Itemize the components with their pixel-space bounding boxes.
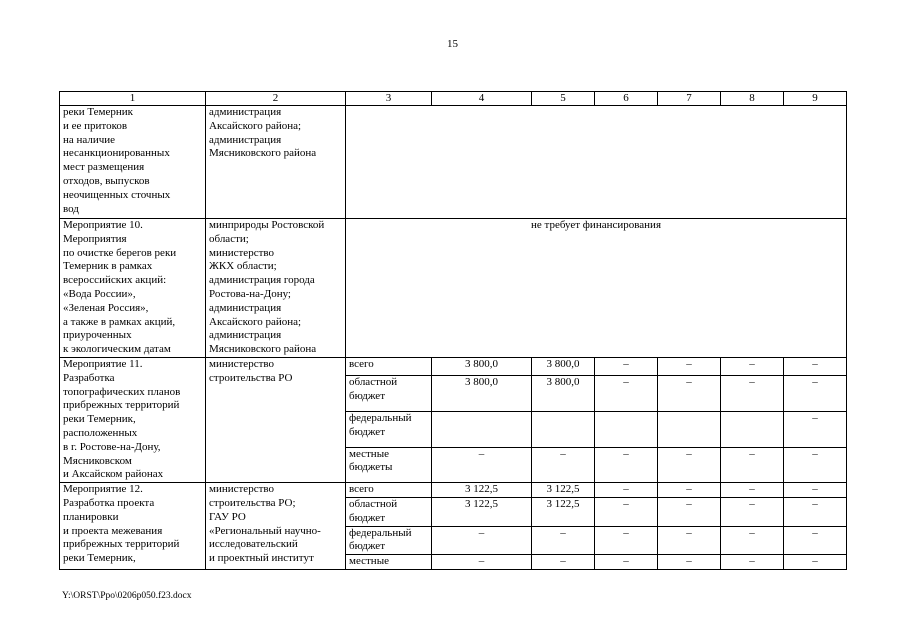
amount-cell: – — [784, 376, 847, 412]
cell-line: федеральный — [349, 411, 412, 424]
budget-source-cell — [346, 447, 432, 483]
header-cell: 7 — [658, 92, 721, 106]
header-row — [60, 92, 847, 106]
page-number: 15 — [447, 38, 458, 50]
cell-line: ГАУ РО — [209, 510, 246, 523]
amount-cell: 3 800,0 — [432, 376, 532, 412]
cell-line: Аксайского района; — [209, 119, 302, 132]
cell-line: и Аксайском районах — [63, 468, 164, 481]
header-cell: 9 — [784, 92, 847, 106]
budget-source-cell — [346, 483, 432, 498]
amount-cell: – — [658, 555, 721, 570]
cell-line: минприроды Ростовской — [209, 219, 325, 231]
cell-line: строительства РО; — [209, 496, 296, 509]
amount-cell: – — [532, 447, 595, 483]
amount-cell: – — [721, 357, 784, 375]
cell-line: области; — [209, 232, 249, 245]
amount-cell: – — [595, 555, 658, 570]
budget-source-cell — [346, 357, 432, 375]
program-table — [59, 91, 847, 570]
cell-line: министерство — [209, 357, 275, 370]
measure-name-cell — [60, 106, 206, 219]
cell-line: Разработка проекта — [63, 496, 155, 509]
cell-line: и проектный институт — [209, 552, 314, 565]
cell-line: администрация города — [209, 274, 315, 287]
cell-line: в г. Ростове-на-Дону, — [63, 440, 161, 453]
cell-line: «Зеленая Россия», — [63, 301, 149, 314]
cell-line: Мясниковского района — [209, 343, 317, 356]
amount-cell: – — [432, 447, 532, 483]
measure-name-cell — [60, 483, 206, 570]
amount-cell: – — [784, 357, 847, 375]
file-path: Y:\ORST\Ppo\0206p050.f23.docx — [62, 591, 192, 601]
amount-cell: – — [658, 483, 721, 498]
amount-cell: 3 800,0 — [532, 357, 595, 375]
header-cell: 1 — [60, 92, 206, 106]
cell-line: Темерник в рамках — [63, 260, 153, 273]
cell-line: Мероприятия — [63, 232, 127, 245]
amount-cell: 3 122,5 — [432, 497, 532, 526]
amount-cell: – — [432, 555, 532, 570]
cell-line: бюджеты — [349, 461, 393, 474]
cell-line: Мероприятие 11. — [63, 357, 143, 370]
cell-line: федеральный — [349, 526, 412, 539]
amount-cell: – — [532, 526, 595, 555]
amount-cell: – — [658, 497, 721, 526]
amount-cell: – — [784, 497, 847, 526]
budget-source-cell — [346, 555, 432, 570]
cell-line: неочищенных сточных — [63, 188, 171, 201]
header-cell: 4 — [432, 92, 532, 106]
cell-line: Разработка — [63, 371, 115, 384]
amount-cell: 3 122,5 — [532, 483, 595, 498]
cell-line: прибрежных территорий — [63, 399, 180, 412]
cell-line: Аксайского района; — [209, 315, 302, 328]
amount-cell: – — [784, 447, 847, 483]
amount-cell: – — [784, 411, 847, 447]
amount-cell: – — [595, 376, 658, 412]
executor-cell — [206, 483, 346, 570]
cell-line: реки Темерник — [63, 106, 134, 118]
cell-line: на наличие — [63, 133, 116, 146]
amount-cell: – — [721, 447, 784, 483]
cell-line: несанкционированных — [63, 147, 170, 160]
cell-line: исследовательский — [209, 538, 298, 551]
cell-line: администрация — [209, 106, 282, 118]
amount-cell — [595, 411, 658, 447]
cell-line: местные — [349, 555, 389, 568]
amount-cell: – — [595, 497, 658, 526]
header-cell: 2 — [206, 92, 346, 106]
cell-line: бюджет — [349, 425, 385, 438]
executor-cell — [206, 219, 346, 358]
amount-cell: – — [721, 483, 784, 498]
budget-source-cell — [346, 376, 432, 412]
amount-cell: – — [432, 526, 532, 555]
executor-cell — [206, 357, 346, 482]
funding-note: не требует финансирования — [346, 219, 847, 358]
cell-line: министерство — [209, 483, 275, 496]
amount-cell — [432, 411, 532, 447]
amount-cell: – — [595, 447, 658, 483]
cell-line: приуроченных — [63, 329, 132, 342]
amount-cell: 3 800,0 — [432, 357, 532, 375]
amount-cell: – — [532, 555, 595, 570]
cell-line: отходов, выпусков — [63, 174, 150, 187]
amount-cell: – — [784, 555, 847, 570]
cell-line: прибрежных территорий — [63, 538, 180, 551]
amount-cell: – — [595, 483, 658, 498]
amount-cell: – — [784, 483, 847, 498]
cell-line: Мясниковского района — [209, 147, 317, 160]
header-cell: 5 — [532, 92, 595, 106]
cell-line: Мероприятие 10. — [63, 219, 143, 231]
table-row — [60, 483, 847, 498]
amount-cell: – — [658, 376, 721, 412]
amount-cell: – — [595, 526, 658, 555]
table-row — [60, 357, 847, 375]
measure-name-cell — [60, 219, 206, 358]
cell-line: а также в рамках акций, — [63, 315, 176, 328]
cell-line: всего — [349, 483, 374, 496]
amount-cell: – — [658, 526, 721, 555]
cell-line: «Региональный научно- — [209, 524, 321, 537]
cell-line: администрация — [209, 301, 282, 314]
empty-cell — [346, 106, 847, 219]
cell-line: Мероприятие 12. — [63, 483, 143, 496]
measure-name-cell — [60, 357, 206, 482]
cell-line: местные — [349, 447, 389, 460]
cell-line: всего — [349, 357, 374, 370]
cell-line: реки Темерник, — [63, 413, 136, 426]
amount-cell — [721, 411, 784, 447]
cell-line: расположенных — [63, 426, 138, 439]
cell-line: и ее притоков — [63, 119, 128, 132]
amount-cell: – — [721, 497, 784, 526]
cell-line: строительства РО — [209, 371, 293, 384]
cell-line: министерство — [209, 246, 275, 259]
cell-line: ЖКХ области; — [209, 260, 277, 273]
amount-cell: 3 122,5 — [432, 483, 532, 498]
executor-cell — [206, 106, 346, 219]
cell-line: мест размещения — [63, 161, 145, 174]
cell-line: Мясниковском — [63, 454, 132, 467]
cell-line: администрация — [209, 133, 282, 146]
amount-cell: – — [721, 526, 784, 555]
table-row — [60, 219, 847, 358]
cell-line: реки Темерник, — [63, 552, 136, 565]
header-cell: 6 — [595, 92, 658, 106]
budget-source-cell — [346, 497, 432, 526]
header-cell: 8 — [721, 92, 784, 106]
cell-line: областной — [349, 497, 398, 510]
cell-line: к экологическим датам — [63, 343, 171, 356]
budget-source-cell — [346, 411, 432, 447]
cell-line: всероссийских акций: — [63, 274, 167, 287]
amount-cell: – — [658, 447, 721, 483]
amount-cell: – — [784, 526, 847, 555]
cell-line: Ростова-на-Дону; — [209, 287, 291, 300]
cell-line: областной — [349, 376, 398, 389]
amount-cell: – — [721, 376, 784, 412]
cell-line: и проекта межевания — [63, 524, 163, 537]
amount-cell: 3 122,5 — [532, 497, 595, 526]
amount-cell — [532, 411, 595, 447]
cell-line: по очистке берегов реки — [63, 246, 177, 259]
cell-line: администрация — [209, 329, 282, 342]
amount-cell — [658, 411, 721, 447]
cell-line: бюджет — [349, 511, 385, 524]
budget-source-cell — [346, 526, 432, 555]
cell-line: «Вода России», — [63, 287, 136, 300]
cell-line: бюджет — [349, 540, 385, 553]
table-row — [60, 106, 847, 219]
amount-cell: – — [658, 357, 721, 375]
cell-line: планировки — [63, 510, 119, 523]
amount-cell: – — [721, 555, 784, 570]
cell-line: вод — [63, 202, 79, 215]
header-cell: 3 — [346, 92, 432, 106]
cell-line: топографических планов — [63, 385, 181, 398]
amount-cell: – — [595, 357, 658, 375]
cell-line: бюджет — [349, 390, 385, 403]
amount-cell: 3 800,0 — [532, 376, 595, 412]
